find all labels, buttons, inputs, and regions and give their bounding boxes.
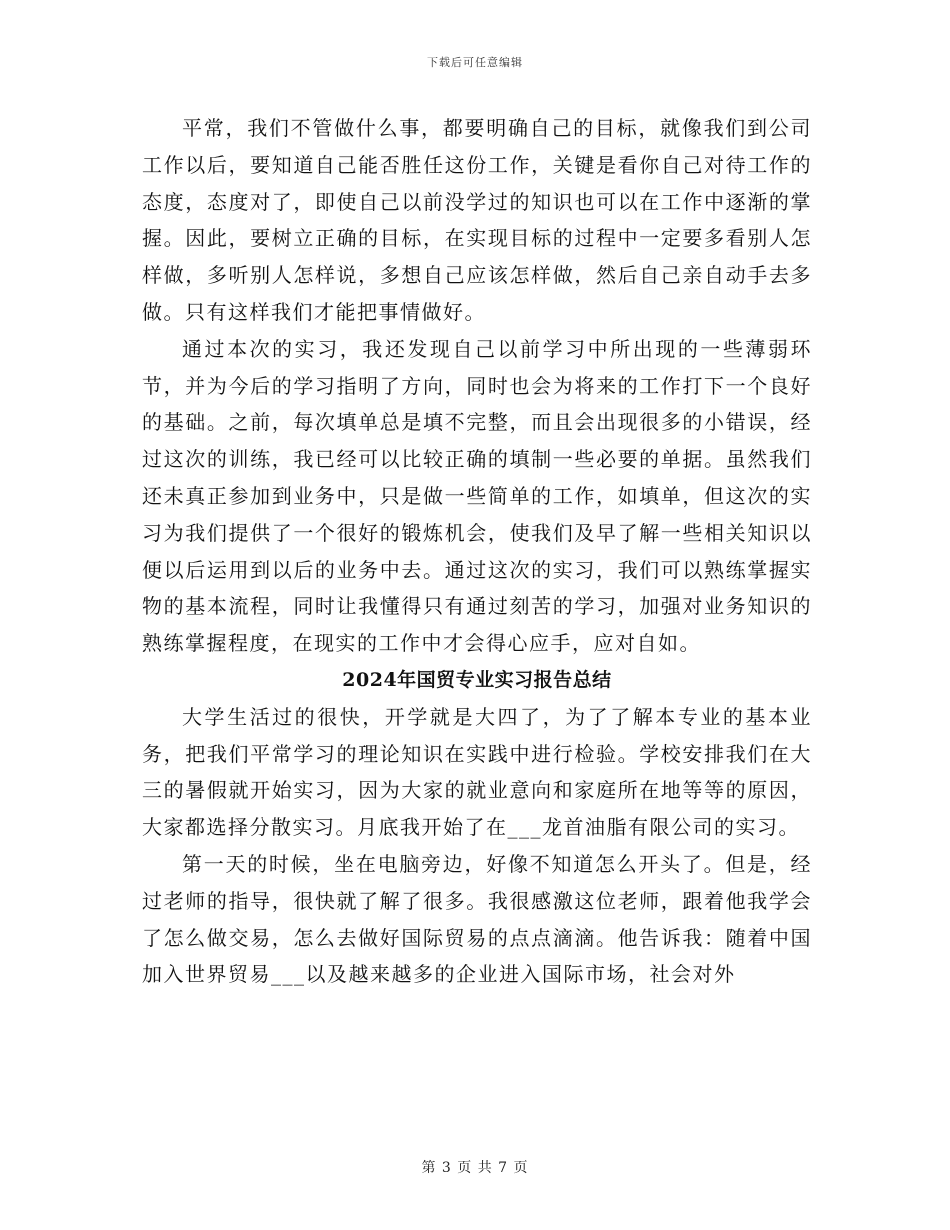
- body-paragraph-2: 通过本次的实习，我还发现自己以前学习中所出现的一些薄弱环节，并为今后的学习指明了方向，同时也会为将来的工作打下一个良好的基础。之前，每次填单总是填不完整，而且会出现很多的小错误，经过这次的训练，我已经可以比较正确的填制一些必要的单据。虽然我们还未真正参加到业务中，只是做一些简单的工作，如填单，但这次的实习为我们提供了一个很好的锻炼机会，使我们及早了解一些相关知识以便以后运用到以后的业务中去。通过这次的实习，我们可以熟练掌握实物的基本流程，同时让我懂得只有通过刻苦的学习，加强对业务知识的熟练掌握程度，在现实的工作中才会得心应手，应对自如。: [142, 336, 812, 656]
- body-paragraph-3: 大学生活过的很快，开学就是大四了，为了了解本专业的基本业务，把我们平常学习的理论知识在实践中进行检验。学校安排我们在大三的暑假就开始实习，因为大家的就业意向和家庭所在地等等的原因，大家都选择分散实习。月底我开始了在___龙首油脂有限公司的实习。: [142, 704, 812, 840]
- body-paragraph-4: 第一天的时候，坐在电脑旁边，好像不知道怎么开头了。但是，经过老师的指导，很快就了解了很多。我很感激这位老师，跟着他我学会了怎么做交易，怎么去做好国际贸易的点点滴滴。他告诉我：随着中国加入世界贸易___以及越来越多的企业进入国际市场，社会对外: [142, 851, 812, 987]
- body-paragraph-1: 平常，我们不管做什么事，都要明确自己的目标，就像我们到公司工作以后，要知道自己能否胜任这份工作，关键是看你自己对待工作的态度，态度对了，即使自己以前没学过的知识也可以在工作中逐渐的掌握。因此，要树立正确的目标，在实现目标的过程中一定要多看别人怎样做，多听别人怎样说，多想自己应该怎样做，然后自己亲自动手去多做。只有这样我们才能把事情做好。: [142, 116, 812, 324]
- section-title: 2024年国贸专业实习报告总结: [342, 668, 612, 691]
- page-footer: 第 3 页 共 7 页: [421, 1160, 529, 1176]
- page-header: 下载后可任意编辑: [427, 56, 523, 69]
- document-body: [142, 110, 812, 993]
